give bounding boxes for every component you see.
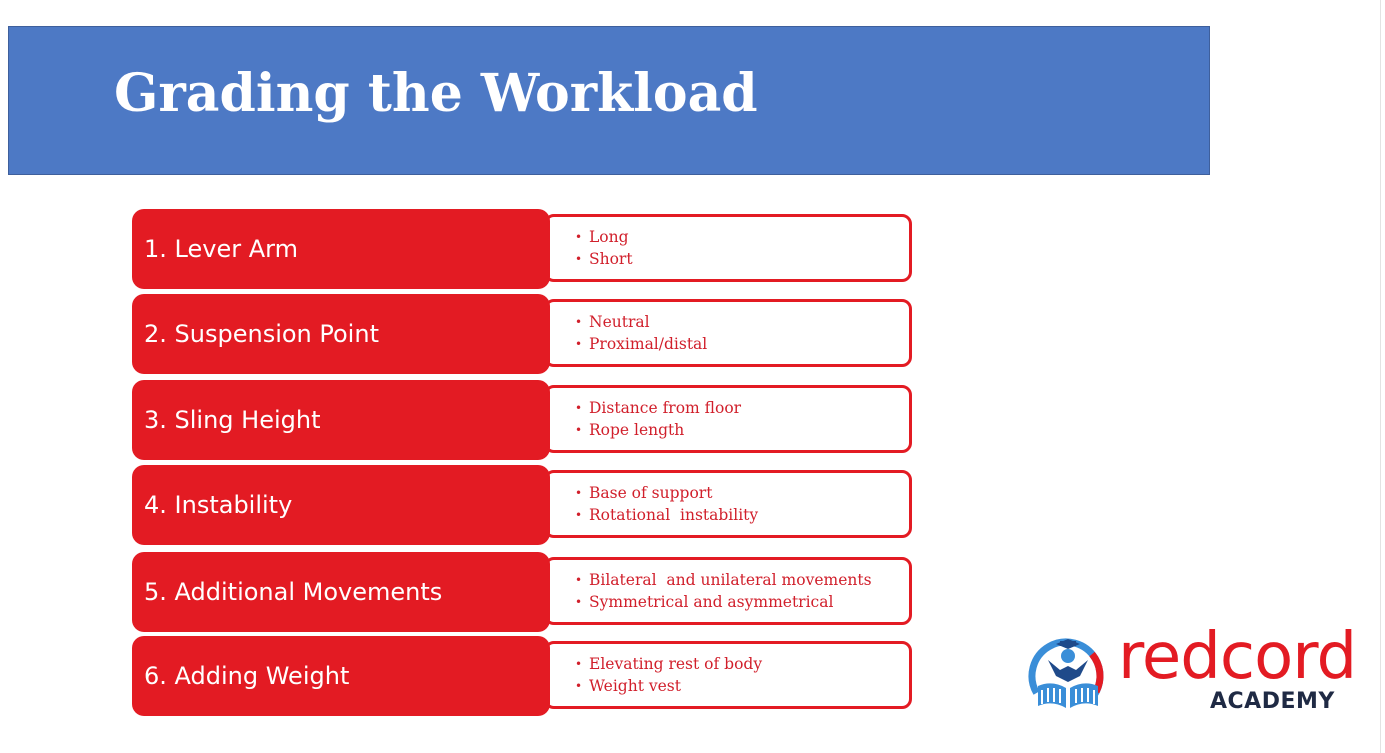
detail-text: Proximal/distal — [589, 335, 708, 353]
row-label: 4. Instability — [144, 491, 293, 519]
row-label-box — [132, 465, 550, 545]
bullet-dot-icon: • — [575, 252, 583, 266]
detail-item — [575, 569, 872, 591]
detail-item — [575, 504, 758, 526]
row-label: 1. Lever Arm — [144, 235, 298, 263]
slide-title: Grading the Workload — [114, 63, 758, 124]
detail-text: Rotational instability — [589, 506, 759, 524]
row-label: 6. Adding Weight — [144, 662, 350, 690]
workload-row-sling-height — [132, 380, 912, 460]
detail-list — [575, 311, 707, 355]
detail-text: Short — [589, 250, 633, 268]
row-label: 5. Additional Movements — [144, 578, 443, 606]
detail-item — [575, 311, 707, 333]
bullet-dot-icon: • — [575, 573, 583, 587]
bullet-dot-icon: • — [575, 337, 583, 351]
bullet-dot-icon: • — [575, 423, 583, 437]
row-detail-box — [544, 214, 912, 282]
logo-wordmark: redcord — [1118, 620, 1357, 694]
bullet-dot-icon: • — [575, 595, 583, 609]
row-label-box — [132, 209, 550, 289]
detail-item — [575, 675, 762, 697]
detail-list — [575, 653, 762, 697]
row-detail-box — [544, 385, 912, 453]
detail-text: Weight vest — [589, 677, 681, 695]
detail-text: Rope length — [589, 421, 685, 439]
person-book-icon — [1026, 636, 1108, 718]
bullet-dot-icon: • — [575, 486, 583, 500]
detail-item — [575, 482, 758, 504]
workload-row-instability — [132, 465, 912, 545]
detail-list — [575, 569, 872, 613]
detail-text: Neutral — [589, 313, 650, 331]
bullet-dot-icon: • — [575, 657, 583, 671]
row-detail-box — [544, 299, 912, 367]
row-label-box — [132, 636, 550, 716]
workload-row-adding-weight — [132, 636, 912, 716]
row-label-box — [132, 552, 550, 632]
detail-item — [575, 333, 707, 355]
detail-text: Bilateral and unilateral movements — [589, 571, 872, 589]
bullet-dot-icon: • — [575, 679, 583, 693]
workload-row-additional-movements — [132, 552, 912, 632]
bullet-dot-icon: • — [575, 230, 583, 244]
redcord-academy-logo — [1026, 620, 1357, 718]
bullet-dot-icon: • — [575, 315, 583, 329]
detail-item — [575, 226, 633, 248]
logo-subtitle: ACADEMY — [1210, 689, 1335, 714]
detail-text: Elevating rest of body — [589, 655, 763, 673]
detail-text: Distance from floor — [589, 399, 742, 417]
row-label: 2. Suspension Point — [144, 320, 379, 348]
detail-item — [575, 397, 741, 419]
detail-item — [575, 419, 741, 441]
detail-list — [575, 397, 741, 441]
detail-text: Long — [589, 228, 629, 246]
row-label: 3. Sling Height — [144, 406, 321, 434]
row-label-box — [132, 380, 550, 460]
slide-edge-divider — [1380, 0, 1381, 753]
detail-list — [575, 226, 633, 270]
row-detail-box — [544, 641, 912, 709]
bullet-dot-icon: • — [575, 508, 583, 522]
detail-text: Base of support — [589, 484, 713, 502]
row-detail-box — [544, 557, 912, 625]
row-label-box — [132, 294, 550, 374]
detail-text: Symmetrical and asymmetrical — [589, 593, 834, 611]
workload-row-suspension-point — [132, 294, 912, 374]
detail-item — [575, 591, 872, 613]
detail-item — [575, 248, 633, 270]
bullet-dot-icon: • — [575, 401, 583, 415]
title-banner — [8, 26, 1210, 175]
detail-item — [575, 653, 762, 675]
workload-row-lever-arm — [132, 209, 912, 289]
row-detail-box — [544, 470, 912, 538]
detail-list — [575, 482, 758, 526]
